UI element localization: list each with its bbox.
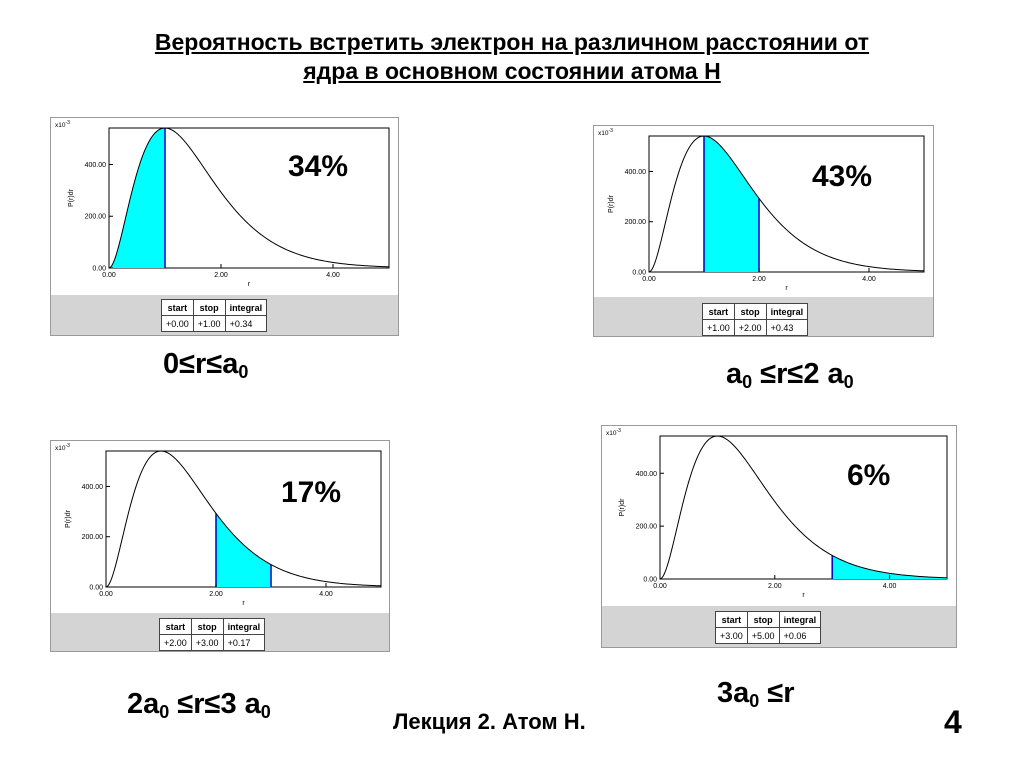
plot-area (594, 126, 933, 297)
y-multiplier-label: $x10^{-3}$ (55, 120, 70, 129)
x-axis-label: r (242, 600, 245, 607)
range-condition-3: $2a_0 \le r\le 3$ $a_0$ (127, 688, 271, 722)
integral-table (159, 618, 265, 651)
slide-title (0, 28, 1024, 86)
shaded-area (704, 136, 759, 272)
x-tick-label: 2.00 (767, 583, 782, 590)
y-tick-label: 400.00 (635, 470, 657, 478)
start-value: +2.00 (160, 635, 192, 651)
y-tick-label: 200.00 (635, 523, 657, 531)
header-stop: stop (734, 304, 766, 320)
chart-svg (51, 441, 389, 613)
integral-table (715, 611, 821, 644)
y-tick-label: 200.00 (81, 534, 103, 542)
y-tick-label: 400.00 (624, 168, 646, 176)
percent-label-4: 6% (847, 459, 891, 492)
x-tick-label: 4.00 (882, 583, 897, 590)
header-stop: stop (193, 300, 225, 316)
probability-curve (660, 436, 947, 579)
header-integral: integral (779, 612, 821, 628)
stop-value: +3.00 (191, 635, 223, 651)
y-tick-label: 400.00 (81, 483, 103, 491)
title-line-2: ядра в основном состоянии атома Н (303, 58, 721, 84)
y-tick-label: 0.00 (643, 576, 657, 584)
chart-panel-4 (601, 425, 957, 648)
integral-table (161, 299, 267, 332)
plot-frame (649, 136, 924, 272)
integral-value: +0.17 (223, 635, 265, 651)
y-tick-label: 200.00 (84, 213, 106, 221)
header-stop: stop (191, 619, 223, 635)
chart-panel-2 (593, 125, 934, 337)
y-tick-label: 0.00 (632, 269, 646, 277)
y-multiplier-label: $x10^{-3}$ (55, 443, 70, 452)
range-condition-1: $0\le r\le a_0$ (163, 348, 249, 382)
plot-area (51, 441, 389, 613)
lecture-footer: Лекция 2. Атом Н. (393, 709, 586, 734)
page-number: 4 (944, 704, 962, 740)
x-tick-label: 0.00 (653, 583, 667, 590)
header-integral: integral (225, 300, 267, 316)
x-tick-label: 0.00 (642, 276, 656, 283)
stop-value: +5.00 (747, 628, 779, 644)
chart-svg (594, 126, 933, 297)
x-tick-label: 0.00 (99, 591, 113, 598)
y-tick-label: 400.00 (84, 161, 106, 169)
integral-value: +0.06 (779, 628, 821, 644)
integral-value: +0.43 (766, 320, 808, 336)
chart-panel-3 (50, 440, 390, 652)
header-start: start (160, 619, 192, 635)
x-axis-label: r (802, 592, 805, 599)
y-axis-label: P(r)dr (608, 195, 615, 213)
x-tick-label: 2.00 (214, 272, 228, 279)
y-multiplier-label: $x10^{-3}$ (606, 428, 621, 437)
header-stop: stop (747, 612, 779, 628)
integral-table (702, 303, 808, 336)
header-start: start (716, 612, 748, 628)
y-tick-label: 0.00 (92, 265, 106, 273)
x-tick-label: 0.00 (102, 272, 116, 279)
shaded-area (109, 128, 165, 268)
y-axis-label: P(r)dr (619, 498, 626, 517)
range-condition-4: $3a_0 \le r$ (717, 677, 795, 711)
x-axis-label: r (785, 285, 788, 292)
plot-area (602, 426, 956, 606)
header-integral: integral (223, 619, 265, 635)
x-tick-label: 2.00 (752, 276, 766, 283)
x-tick-label: 4.00 (862, 276, 876, 283)
y-multiplier-label: $x10^{-3}$ (598, 128, 613, 137)
start-value: +3.00 (716, 628, 748, 644)
y-tick-label: 0.00 (89, 584, 103, 592)
start-value: +0.00 (162, 316, 194, 332)
percent-label-2: 43% (812, 160, 873, 193)
y-axis-label: P(r)dr (68, 189, 75, 207)
probability-curve (649, 136, 924, 272)
x-tick-label: 4.00 (326, 272, 340, 279)
chart-svg (51, 118, 398, 295)
x-tick-label: 2.00 (209, 591, 223, 598)
integral-value: +0.34 (225, 316, 267, 332)
start-value: +1.00 (703, 320, 735, 336)
header-start: start (703, 304, 735, 320)
stop-value: +1.00 (193, 316, 225, 332)
header-start: start (162, 300, 194, 316)
title-line-1: Вероятность встретить электрон на различном расстоянии от (154, 29, 870, 55)
x-axis-label: r (247, 281, 251, 288)
chart-svg (602, 426, 956, 606)
header-integral: integral (766, 304, 808, 320)
percent-label-1: 34% (288, 150, 349, 183)
x-tick-label: 4.00 (319, 591, 333, 598)
y-axis-label: P(r)dr (65, 510, 72, 528)
y-tick-label: 200.00 (624, 219, 646, 227)
percent-label-3: 17% (281, 476, 342, 509)
range-condition-2: $a_0 \le r\le 2$ $a_0$ (726, 358, 854, 392)
plot-frame (660, 436, 947, 579)
plot-area (51, 118, 398, 295)
stop-value: +2.00 (734, 320, 766, 336)
